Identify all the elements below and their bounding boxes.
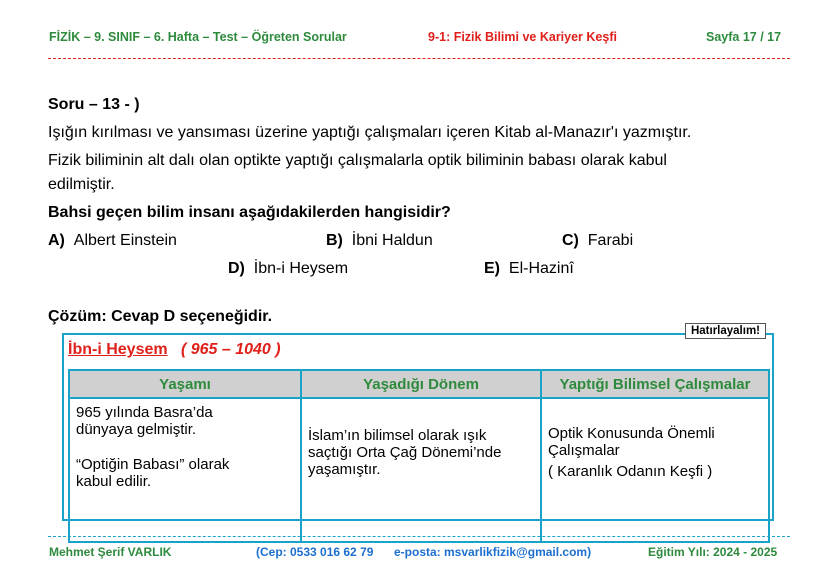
cell-line: 965 yılında Basra’da xyxy=(76,404,213,421)
option-text: İbni Haldun xyxy=(351,232,433,249)
table-cell-era xyxy=(301,398,541,542)
scientist-years: ( 965 – 1040 ) xyxy=(180,341,281,358)
header-page: Sayfa 17 / 17 xyxy=(706,30,782,44)
option-text: El-Hazinî xyxy=(508,260,574,277)
option-text: Farabi xyxy=(587,232,634,249)
footer-author: Mehmet Şerif VARLIK xyxy=(49,545,172,559)
footer-phone: (Cep: 0533 016 62 79 xyxy=(256,545,374,559)
table-header-row xyxy=(69,370,769,398)
option-letter: B) xyxy=(326,232,343,249)
cell-line: Çalışmalar xyxy=(548,442,620,459)
cell-line: yaşamıştır. xyxy=(308,461,381,478)
table-header: Yaşamı xyxy=(69,370,301,398)
question-line-1: Işığın kırılması ve yansıması üzerine yaptığı çalışmaları içeren Kitab al-Manazır'ı yazmıştır. xyxy=(48,124,692,141)
solution-title: Çözüm: Cevap D seçeneğidir. xyxy=(48,308,273,325)
option-d[interactable] xyxy=(228,260,348,278)
option-text: Albert Einstein xyxy=(73,232,177,249)
option-letter: C) xyxy=(562,232,579,249)
table-cell-works xyxy=(541,398,769,542)
footer-email: e-posta: msvarlikfizik@gmail.com) xyxy=(394,545,592,559)
option-e[interactable] xyxy=(484,260,574,278)
option-c[interactable] xyxy=(562,232,633,250)
question-number: Soru – 13 - ) xyxy=(48,96,140,113)
option-a[interactable] xyxy=(48,232,177,250)
footer-year: Eğitim Yılı: 2024 - 2025 xyxy=(648,545,778,559)
cell-line: saçtığı Orta Çağ Dönemi’nde xyxy=(308,444,502,461)
question-prompt: Bahsi geçen bilim insanı aşağıdakilerden hangisidir? xyxy=(48,204,451,221)
reminder-box xyxy=(62,325,774,521)
reminder-tag: Hatırlayalım! xyxy=(685,323,766,339)
header-unit: 9-1: Fizik Bilimi ve Kariyer Keşfi xyxy=(428,30,617,44)
question-line-2: Fizik biliminin alt dalı olan optikte yaptığı çalışmalarla optik biliminin babası olarak kabul xyxy=(48,152,667,169)
cell-line: ( Karanlık Odanın Keşfi ) xyxy=(548,463,713,480)
table-header: Yaşadığı Dönem xyxy=(301,370,541,398)
table-header: Yaptığı Bilimsel Çalışmalar xyxy=(541,370,769,398)
scientist-heading xyxy=(68,341,281,359)
option-letter: A) xyxy=(48,232,65,249)
cell-line: Optik Konusunda Önemli xyxy=(548,425,715,442)
option-letter: E) xyxy=(484,260,500,277)
footer-divider xyxy=(48,536,790,537)
scientist-name: İbn-i Heysem xyxy=(68,341,168,358)
question-line-3: edilmiştir. xyxy=(48,176,115,193)
header-subject: FİZİK – 9. SINIF – 6. Hafta – Test – Öğreten Sorular xyxy=(49,30,347,44)
table-row xyxy=(69,398,769,542)
cell-line: İslam’ın bilimsel olarak ışık xyxy=(308,427,487,444)
info-table xyxy=(68,369,770,543)
table-cell-life xyxy=(69,398,301,542)
option-letter: D) xyxy=(228,260,245,277)
option-text: İbn-i Heysem xyxy=(253,260,349,277)
cell-line: dünyaya gelmiştir. xyxy=(76,421,197,438)
option-b[interactable] xyxy=(326,232,433,250)
cell-line: “Optiğin Babası” olarak xyxy=(76,456,230,473)
header-divider xyxy=(48,58,790,59)
cell-line: kabul edilir. xyxy=(76,473,152,490)
